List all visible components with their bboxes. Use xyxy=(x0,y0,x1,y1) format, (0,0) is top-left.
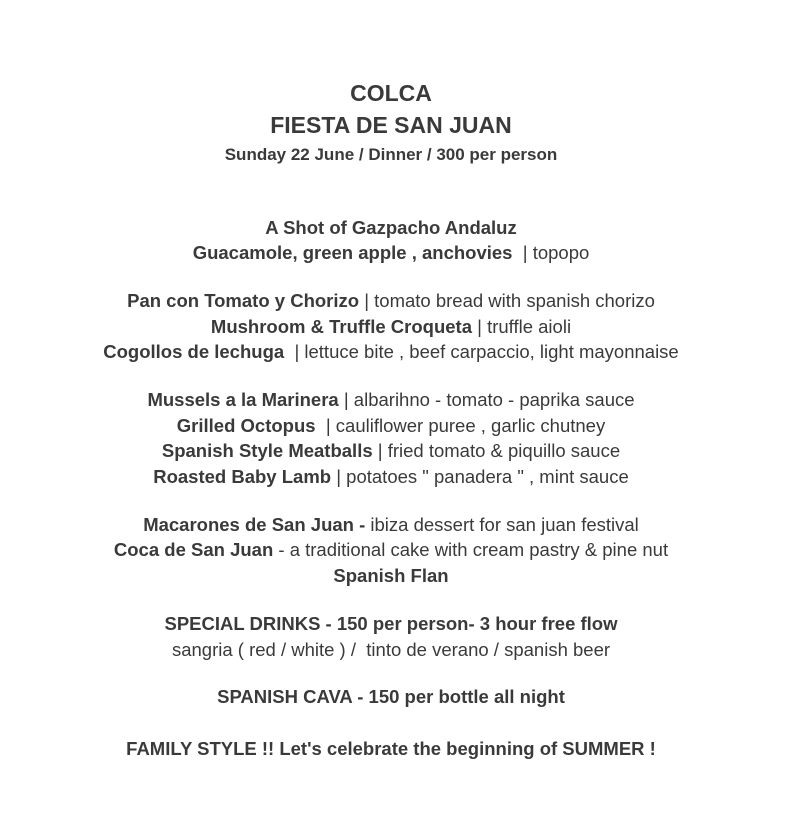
dish-name: Guacamole, green apple , anchovies xyxy=(192,242,513,263)
menu-item xyxy=(0,389,782,411)
dish-name: A Shot of Gazpacho Andaluz xyxy=(265,217,517,238)
dish-name: Coca de San Juan xyxy=(113,539,274,560)
menu-item xyxy=(0,514,782,536)
menu-item xyxy=(0,242,782,264)
event-details: Sunday 22 June / Dinner / 300 per person xyxy=(224,145,558,164)
dish-name: Cogollos de lechuga xyxy=(103,341,285,362)
dish-description: | tomato bread with spanish chorizo xyxy=(359,290,655,311)
dish-description: | fried tomato & piquillo sauce xyxy=(372,440,621,461)
dish-description: | albarihno - tomato - paprika sauce xyxy=(338,389,635,410)
dish-name: Spanish Flan xyxy=(333,565,449,586)
menu-item xyxy=(0,217,782,239)
dish-description: | lettuce bite , beef carpaccio, light mayonnaise xyxy=(284,341,679,362)
menu-item xyxy=(0,466,782,488)
dish-name: Grilled Octopus xyxy=(176,415,316,436)
menu-item xyxy=(0,440,782,462)
menu-item xyxy=(0,565,782,587)
menu-item xyxy=(0,290,782,312)
drinks-title: SPECIAL DRINKS - 150 per person- 3 hour free flow xyxy=(164,613,618,634)
dish-name: Mushroom & Truffle Croqueta xyxy=(210,316,472,337)
dish-name: Roasted Baby Lamb xyxy=(153,466,332,487)
dish-description: | cauliflower puree , garlic chutney xyxy=(315,415,606,436)
menu-item xyxy=(0,341,782,363)
dish-name: Pan con Tomato y Chorizo xyxy=(127,290,360,311)
dish-description: | truffle aioli xyxy=(471,316,572,337)
menu-item xyxy=(0,316,782,338)
dish-description: - a traditional cake with cream pastry & pine nut xyxy=(273,539,669,560)
event-title: FIESTA DE SAN JUAN xyxy=(270,112,512,138)
dish-description: | topopo xyxy=(512,242,590,263)
menu-item xyxy=(0,539,782,561)
footer-note: FAMILY STYLE !! Let's celebrate the beginning of SUMMER ! xyxy=(126,738,656,759)
dish-name: Macarones de San Juan - xyxy=(143,514,366,535)
restaurant-name: COLCA xyxy=(350,80,432,106)
dish-name: Spanish Style Meatballs xyxy=(161,440,373,461)
cava-offer: SPANISH CAVA - 150 per bottle all night xyxy=(217,686,565,707)
dish-description: ibiza dessert for san juan festival xyxy=(365,514,639,535)
menu-item xyxy=(0,415,782,437)
dish-description: | potatoes " panadera " , mint sauce xyxy=(331,466,629,487)
drinks-list: sangria ( red / white ) / tinto de verano / spanish beer xyxy=(171,639,611,660)
dish-name: Mussels a la Marinera xyxy=(147,389,339,410)
